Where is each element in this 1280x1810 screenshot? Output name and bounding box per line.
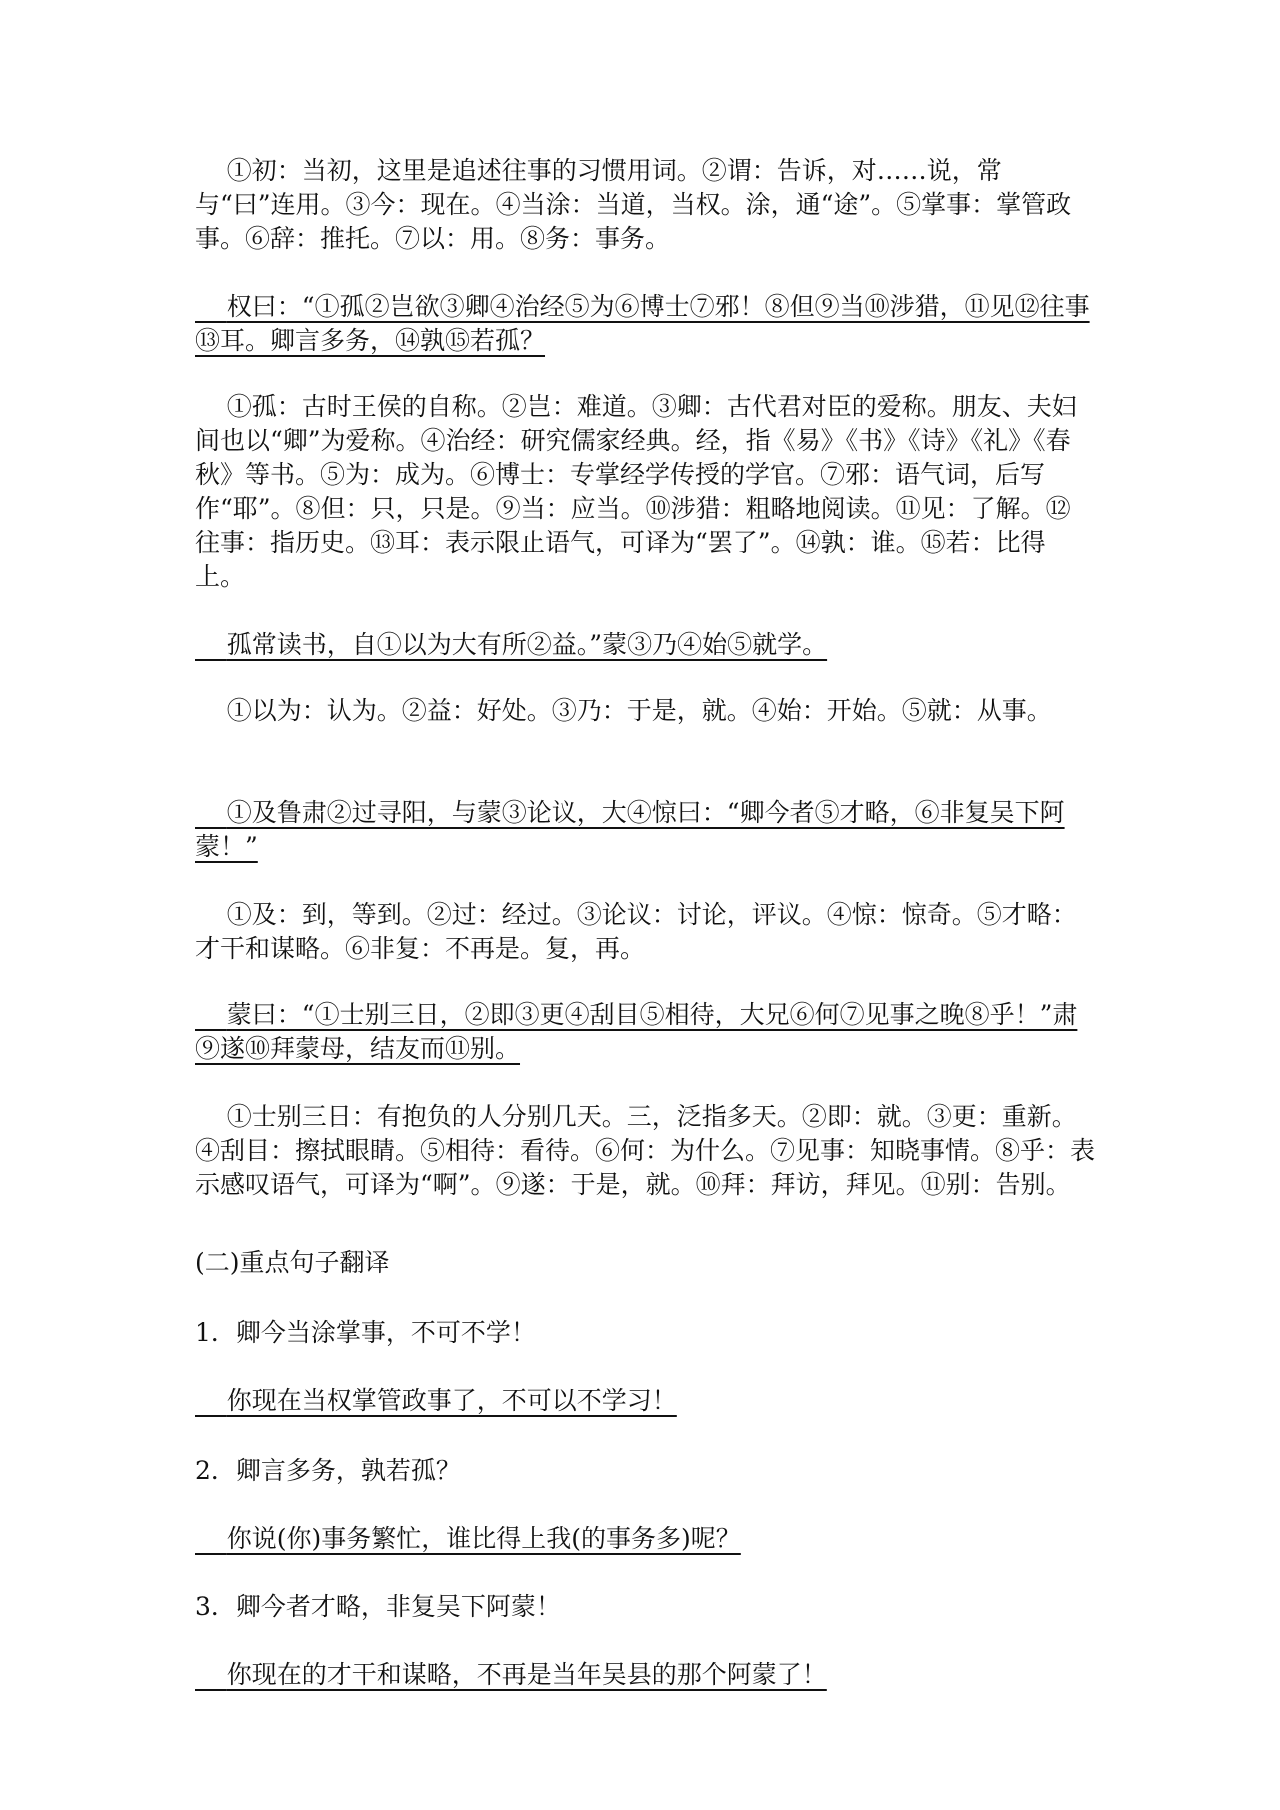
annotation-paragraph: ①以为：认为。②益：好处。③乃：于是，就。④始：开始。⑤就：从事。 [195, 696, 1052, 725]
section-title: (二)重点句子翻译 [195, 1248, 390, 1277]
annotation-paragraph: ①士别三日：有抱负的人分别几天。三，泛指多天。②即：就。③更：重新。④刮目：擦拭眼睛。⑤相待：看待。⑥何：为什么。⑦见事：知晓事情。⑧乎：表示感叹语气，可译为“啊”。⑨遂：于是，就。⑩拜：拜访，拜见。⑪别：告别。 [195, 1102, 1096, 1199]
annotation-paragraph: ①及：到，等到。②过：经过。③论议：讨论，评议。④惊：惊奇。⑤才略：才干和谋略。⑥非复：不再是。复，再。 [195, 900, 1077, 963]
source-text-paragraph: 孤常读书，自①以为大有所②益。”蒙③乃④始⑤就学。 [195, 630, 828, 659]
question-item: 3．卿今者才略，非复吴下阿蒙！ [195, 1592, 561, 1621]
annotation-paragraph: ①初：当初，这里是追述往事的习惯用词。②谓：告诉，对……说，常与“曰”连用。③今：现在。④当涂：当道，当权。涂，通“途”。⑤掌事：掌管政事。⑥辞：推托。⑦以：用。⑧务：事务。 [195, 156, 1072, 253]
question-item: 2．卿言多务，孰若孤？ [195, 1456, 461, 1485]
answer-translation: 你说(你)事务繁忙，谁比得上我(的事务多)呢？ [195, 1524, 741, 1553]
source-text-paragraph: ①及鲁肃②过寻阳，与蒙③论议，大④惊曰：“卿今者⑤才略，⑥非复吴下阿蒙！” [195, 798, 1065, 861]
question-item: 1．卿今当涂掌事，不可不学！ [195, 1318, 536, 1347]
answer-translation: 你现在的才干和谋略，不再是当年吴县的那个阿蒙了！ [195, 1660, 827, 1689]
source-text-paragraph: 蒙曰：“①士别三日，②即③更④刮目⑤相待，大兄⑥何⑦见事之晚⑧乎！”肃⑨遂⑩拜蒙母，结友而⑪别。 [195, 1000, 1078, 1063]
source-text-paragraph: 权曰：“①孤②岂欲③卿④治经⑤为⑥博士⑦邪！⑧但⑨当⑩涉猎，⑪见⑫往事⑬耳。卿言多务，⑭孰⑮若孤？ [195, 292, 1090, 355]
answer-translation: 你现在当权掌管政事了，不可以不学习！ [195, 1386, 677, 1415]
annotation-paragraph: ①孤：古时王侯的自称。②岂：难道。③卿：古代君对臣的爱称。朋友、夫妇间也以“卿”为爱称。④治经：研究儒家经典。经，指《易》《书》《诗》《礼》《春秋》等书。⑤为：成为。⑥博士：专掌经学传授的学官。⑦邪：语气词，后写作“耶”。⑧但：只，只是。⑨当：应当。⑩涉猎：粗略地阅读。⑪见：了解。⑫往事：指历史。⑬耳：表示限止语气，可译为“罢了”。⑭孰：谁。⑮若：比得上。 [195, 392, 1077, 591]
